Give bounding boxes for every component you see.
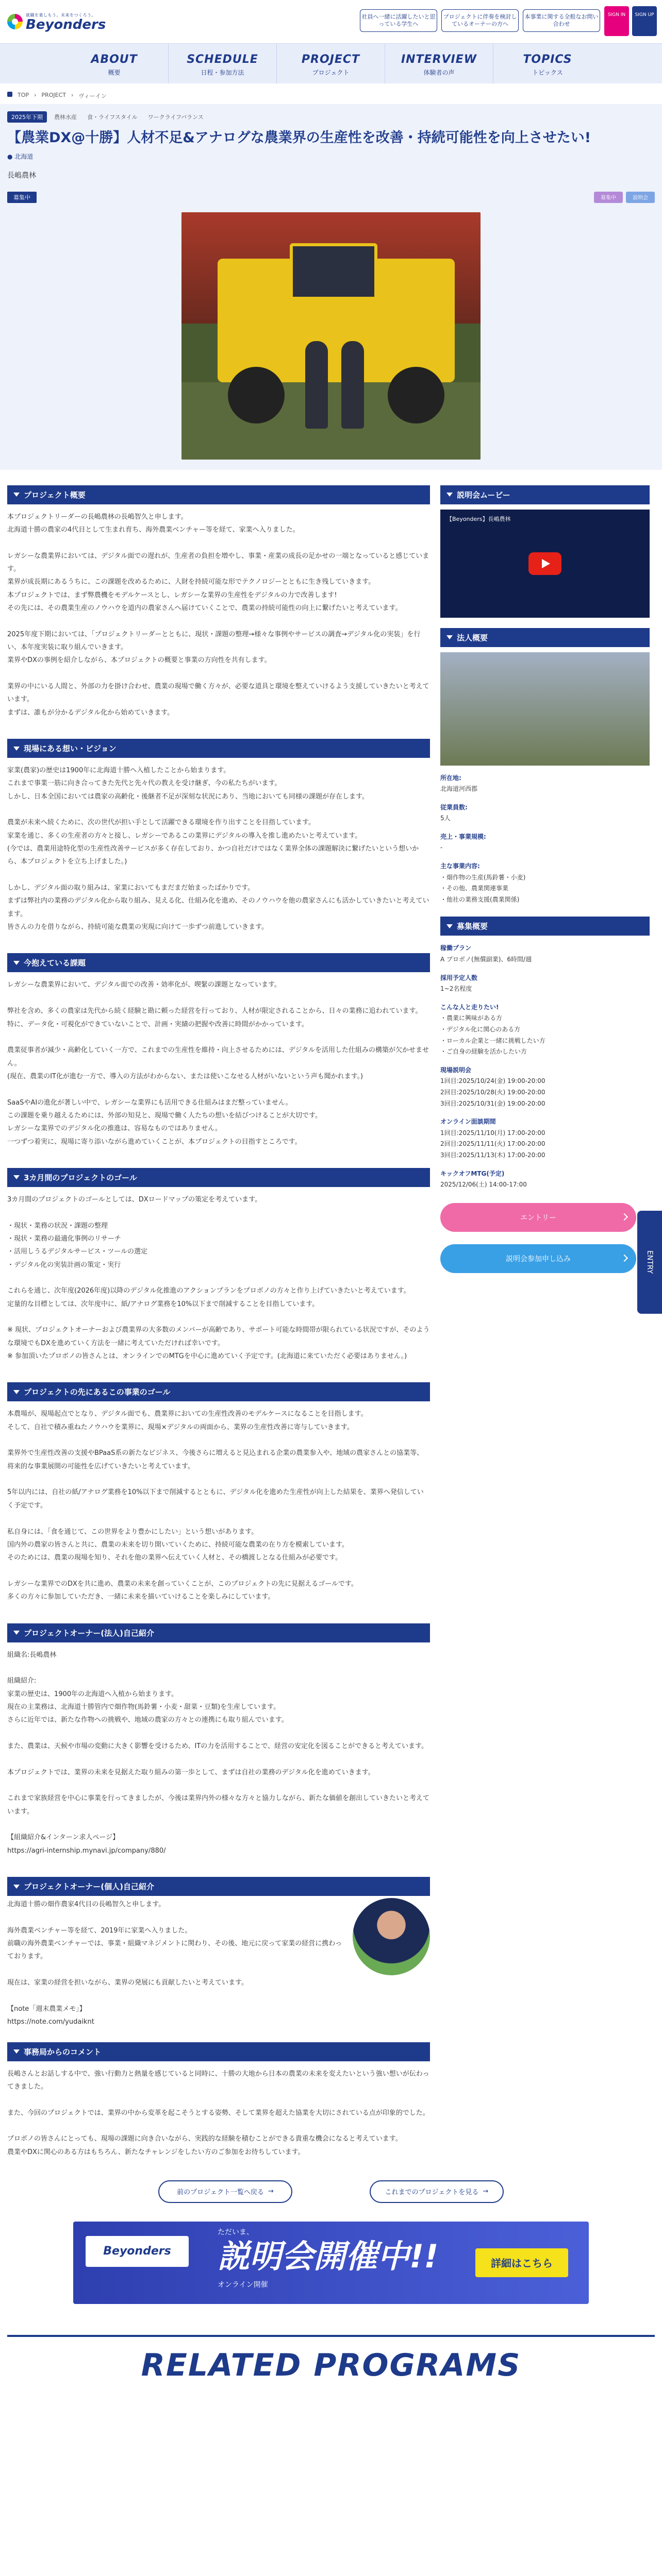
triangle-down-icon — [446, 493, 453, 497]
triangle-down-icon — [13, 1631, 20, 1635]
banner-logo: Beyonders — [86, 2236, 189, 2267]
bottom-links — [7, 2180, 655, 2203]
breadcrumb: TOP › PROJECT › ヴィーイン — [7, 83, 655, 104]
video-title: 【Beyonders】長嶋農林 — [446, 515, 511, 522]
info-item: 従業員数: 5人 — [440, 803, 468, 822]
section-text: レガシーな農業界において、デジタル面での改善・効率化が、喫緊の課題となっています。 弊社を含め、多くの農家は先代から続く経験と勘に頼った経営を行っており、人材が限定されることから、日々の業務に追われています。 特に、データ化・可視化ができていないことで、計画・実績の把握や改善に時間がかかっています。 農業従事者が減少・高齢化していく一方で、これまでの生産性を維持・向上させるためには、デジタルを活用した仕組みの構築が欠かせません。 (現在、農業のIT化が進む一方で、導入の方法がわからない、または使いこなせる人材がいないという声も聞かれます。) SaaSやAIの進化が著しい中で、レガシーな業界にも活用できる仕組みはまだ整っていません。 この課題を乗り越えるためには、外部の知見と、現場で働く人たちの想いを結びつけることが大切です。 レガシーな業界でのデジタル化の推進は、容易なものではありません。 一つずつ着実に、現場に寄り添いながら進めていくことが、本プロジェクトの目指すところです。 — [7, 981, 429, 1146]
triangle-down-icon — [446, 635, 453, 639]
region-label: ● 北海道 — [7, 152, 34, 160]
year-tag: 2025年下期 — [7, 111, 47, 123]
triangle-down-icon — [13, 1390, 20, 1394]
logo-mark-icon — [7, 14, 23, 29]
section-heading: 3カ月間のプロジェクトのゴール — [7, 1168, 430, 1187]
info-item: 売上・事業規模: - — [440, 833, 486, 852]
section-heading: 現場にある想い・ビジョン — [7, 739, 430, 758]
section-text: 組織名:長嶋農林 組織紹介: 家業の歴史は、1900年の北海道へ入植から始まります。 現在の主業務は、北海道十勝管内で畑作物(馬鈴薯・小麦・甜菜・豆類)を生産しています。 さらに近年では、新たな作物への挑戦や、地域の農家の方々との連携にも取り組んでいます。 また、農業は、天候や市場の変動に大きく影響を受けるため、ITの力を活用することで、経営の安定化を図ることができると考えています。 本プロジェクトでは、業界の未来を見据えた取り組みの第一歩として、まずは自社の業務のデジタル化を進めていきます。 これまで家族経営を中心に事業を行ってきましたが、今後は業界内外の様々な方々と協力しながら、新たな価値を創出していきたいと考えています。 【組織紹介&インターン求人ページ】 https://agri-internship.mynavi.jp/company/880/ — [7, 1651, 430, 1855]
section-heading: プロジェクトの先にあるこの事業のゴール — [7, 1382, 430, 1401]
arrow-right-icon: → — [483, 2188, 489, 2196]
project-title-block — [0, 104, 662, 470]
banner-headline: 説明会開催中!! — [218, 2237, 439, 2275]
owner-avatar — [353, 1898, 430, 1975]
triangle-down-icon — [13, 1885, 20, 1889]
nav-item-project[interactable]: PROJECT プロジェクト — [277, 44, 385, 83]
arrow-right-icon: → — [268, 2188, 274, 2196]
recruit-item: 現場説明会 1回目:2025/10/24(金) 19:00-20:00 2回目:2025/10/28(火) 19:00-20:00 3回目:2025/10/31(金) 19:00-20:00 — [440, 1066, 545, 1107]
person-image — [341, 341, 364, 429]
company-photo — [440, 652, 650, 766]
main-content — [0, 83, 662, 2383]
sign-up-button[interactable]: SIGN UP — [632, 6, 657, 36]
tag: 農林水産 — [54, 114, 77, 121]
nav-item-interview[interactable]: INTERVIEW 体験者の声 — [385, 44, 493, 83]
info-item: 所在地: 北海道河西郡 — [440, 774, 478, 793]
status-badge: 募集中 — [7, 192, 37, 203]
breadcrumb-current: ヴィーイン — [78, 93, 107, 99]
nav-item-about[interactable]: ABOUT 概要 — [60, 44, 169, 83]
arrow-right-icon — [621, 1213, 628, 1221]
recruiting-badge: 募集中 — [594, 192, 623, 203]
back-to-list-link[interactable]: 前のプロジェクト一覧へ戻る → — [158, 2180, 292, 2203]
header-link-owners[interactable]: プロジェクトに伴奏を検討しているオーナーの方へ — [441, 9, 519, 32]
owner-intro-text: 北海道十勝の畑作農家4代目の長嶋智久と申します。 海外農業ベンチャー等を経て、2019年に家業へ入りました。 前職の海外農業ベンチャーでは、事業・組織マネジメントに関わり、その後、地元に戻って家業の経営に携わっております。 現在は、家業の経営を担いながら、業界の発展にも貢献したいと考えています。 【note「週末農業メモ」】 https://note.com/yudaiknt — [7, 1901, 342, 2026]
triangle-down-icon — [13, 493, 20, 497]
breadcrumb-top[interactable]: TOP — [18, 92, 29, 98]
triangle-down-icon — [13, 1175, 20, 1179]
section-text: 本プロジェクトリーダーの長嶋農林の長嶋智久と申します。 北海道十勝の農家の4代目として生まれ育ち、海外農業ベンチャー等を経て、家業へ入りました。 レガシーな農業界においては、デジタル面での遅れが、生産者の負担を増やし、事業・産業の成長の足かせの一端となっていると感じています。 業界が成長期にあるうちに、この課題を改めるために、人財を持続可能な形でテクノロジーとともに生き残していきます。 本プロジェクトでは、まず弊農機をモデルケースとし、レガシーな業界の生産性をデジタルの力で改善します! その先には、その農業生産のノウハウを道内の農家さんへ届けていくことで、農業の持続可能性の向上に繋げたいと考えています。 2025年度下期においては、「プロジェクトリーダーとともに、現状・課題の整理→様々な事例やサービスの調査→デジタル化の実装」を行い、本年度実装に取り組んでいきます。 業界やDXの事例を紹介しながら、本プロジェクトの概要と事業の方向性を共有します。 業界の中にいる人間と、外部の力を掛け合わせ、農業の現場で働く方々が、必要な道具と環境を整えていけるよう支援していきたいと考えています。 まずは、誰もが分かるデジタル化から始めていきます。 — [7, 513, 429, 717]
floating-entry-tab[interactable]: ENTRY — [637, 1211, 662, 1314]
section-heading: 今抱えている課題 — [7, 953, 430, 972]
sign-in-button[interactable]: SIGN IN — [604, 6, 629, 36]
sidebar — [440, 485, 650, 2165]
tag-row — [7, 111, 655, 123]
header-link-contact[interactable]: 本事業に関する全般なお問い合わせ — [523, 9, 600, 32]
nav-item-schedule[interactable]: SCHEDULE 日程・参加方法 — [169, 44, 277, 83]
hero-image — [181, 212, 481, 460]
sidebar-heading: 募集概要 — [440, 917, 650, 936]
recruit-item: オンライン面談期間 1回目:2025/11/10(月) 17:00-20:00 2回目:2025/11/11(火) 17:00-20:00 3回目:2025/11/13(木) 17:00-20:00 — [440, 1118, 545, 1159]
related-programs-heading: RELATED PROGRAMS — [7, 2335, 655, 2383]
header-link-students[interactable]: 社員へ一緒に活躍したいと思っている学生へ — [360, 9, 437, 32]
company-name: 長嶋農林 — [7, 171, 36, 180]
banner-detail-button[interactable]: 詳細はこちら — [475, 2248, 568, 2277]
triangle-down-icon — [13, 747, 20, 751]
section-text: 3カ月間のプロジェクトのゴールとしては、DXロードマップの策定を考えています。 ・現状・業務の状況・課題の整理 ・現状・業務の最適化事例のリサーチ ・活用しうるデジタルサービス・ツールの選定 ・デジタル化の実装計画の策定・実行 これらを通じ、次年度(2026年度)以降のデジタル化推進のアクションプランをプロボノの方々と作り上げていきたいと考えています。 定量的な目標としては、次年度中に、紙/アナログ業務を10%以下まで削減することを目指しています。 ※ 現状、プロジェクトオーナーおよび農業界の大多数のメンバーが高齢であり、サポート可能な時間帯が限られている状況ですが、そのような環境でもDXを進めていく方法を一緒に考えていただければ幸いです。 ※ 参加頂いたプロボノの皆さんとは、オンラインでのMTGを中心に進めていく予定です。(北海道に来ていただく必要はありません。) — [7, 1195, 430, 1361]
past-projects-link[interactable]: これまでのプロジェクトを見る → — [370, 2180, 504, 2203]
section-heading: プロジェクトオーナー(法人)自己紹介 — [7, 1623, 430, 1642]
video-player[interactable] — [440, 510, 650, 618]
sidebar-heading: 法人概要 — [440, 628, 650, 647]
page-title: 【農業DX@十勝】人材不足&アナログな農業界の生産性を改善・持続可能性を向上させたい! — [7, 130, 591, 146]
tag: ワークライフバランス — [147, 114, 204, 121]
info-item: 主な事業内容: ・畑作物の生産(馬鈴薯・小麦) ・その他、農業関連事業 ・他社の業務支援(農業関係) — [440, 862, 526, 903]
office-comment-text: 長嶋さんとお話しする中で、強い行動力と熱量を感じていると同時に、十勝の大地から日本の農業の未来を変えたいという強い想いが伝わってきました。 また、今回のプロジェクトでは、業界の中から変革を起こそうとする姿勢、そして業界を超えた協業を大切にされている点が印象的でした。 プロボノの皆さんにとっても、現場の課題に向き合いながら、実践的な経験を積むことができる貴重な機会になると考えています。 農業やDXに関心のある方はもちろん、新たなチャレンジをしたい方のご参加をお待ちしています。 — [7, 2070, 429, 2156]
banner-sub-text: オンライン開催 — [218, 2280, 268, 2289]
triangle-down-icon — [13, 961, 20, 965]
arrow-right-icon — [621, 1255, 628, 1262]
breadcrumb-project[interactable]: PROJECT — [41, 92, 66, 98]
section-heading: 事務局からのコメント — [7, 2042, 430, 2061]
person-image — [305, 341, 328, 429]
logo-tagline: 就職を楽しもう。未来をつくろう。 — [26, 12, 96, 18]
main-nav — [0, 43, 662, 83]
section-text: 本農場が、現場起点でとなり、デジタル面でも、農業界においての生産性改善のモデルケースになることを目指します。 そして、自社で積み重ねたノウハウを業界に、現場×デジタルの両面から、業界の生産性改善に寄与していきます。 業界外で生産性改善の支援やBPaaS系の新たなビジネス、今後さらに増えると見込まれる企業の農業参入や、地域の農家さんとの協業等、将来的な事業展開の可能性を広げていきたいと考えています。 5年以内には、自社の紙/アナログ業務を10%以下まで削減するとともに、デジタル化を進めた生産性が向上した結果を、業界へ発信していく予定です。 私自身には、「食を通じて、この世界をより豊かにしたい」という想いがあります。 国内外の農家の皆さんと共に、農業の未来を切り開いていくために、持続可能な農業の在り方を模索しています。 そのためには、農業の現場を知り、それを他の業界へ伝えていく人材と、その橋渡しとなる仕組みが必要です。 レガシーな業界でのDXを共に進め、農業の未来を創っていくことが、このプロジェクトの先に見据えるゴールです。 多くの方々に参加していただき、一緒に未来を描いていけることを楽しみにしています。 — [7, 1410, 424, 1601]
triangle-down-icon — [13, 2049, 20, 2054]
triangle-down-icon — [446, 924, 453, 928]
recruit-item: キックオフMTG(予定) 2025/12/06(土) 14:00-17:00 — [440, 1170, 527, 1189]
article-body — [7, 485, 430, 2165]
banner-small-text: ただいま、 — [218, 2228, 254, 2236]
seminar-banner[interactable] — [73, 2222, 589, 2304]
sidebar-heading: 説明会ムービー — [440, 485, 650, 504]
recruit-item: 採用予定人数 1~2名程度 — [440, 974, 478, 993]
section-heading: プロジェクト概要 — [7, 485, 430, 504]
seminar-badge: 説明会 — [626, 192, 655, 203]
seminar-apply-button[interactable]: 説明会参加申し込み — [440, 1244, 636, 1273]
entry-button[interactable]: エントリー — [440, 1203, 636, 1232]
tag: 食・ライフスタイル — [87, 114, 138, 121]
home-icon — [7, 92, 12, 97]
nav-item-topics[interactable]: TOPICS トピックス — [523, 53, 572, 76]
site-logo[interactable] — [7, 12, 106, 31]
site-header — [0, 0, 662, 43]
logo-text: Beyonders — [26, 16, 106, 32]
recruit-item: 稼働プラン A プロボノ(無償副業)、6時間/週 — [440, 944, 532, 963]
recruit-item: こんな人と走りたい! ・農業に興味がある方 ・デジタル化に関心のある方 ・ローカル企業と一緒に挑戦したい方 ・ご自身の経験を活かしたい方 — [440, 1003, 545, 1056]
header-links — [360, 9, 600, 32]
section-heading: プロジェクトオーナー(個人)自己紹介 — [7, 1877, 430, 1896]
section-text: 家業(農家)の歴史は1900年に北海道十勝へ入植したことから始まります。 これまで事業一筋に向き合ってきた先代と先々代の教えを受け継ぎ、今の私たちがいます。 しかし、日本全国においては農家の高齢化・後継者不足が深刻な状況にあり、当地においても同様の課題が存在します。 農業が未来へ続くために、次の世代が担い手として活躍できる環境を作り出すことを目指しています。 家業を通じ、多くの生産者の方々と接し、レガシーであるこの業界にデジタルの導入を推し進めたいと考えています。 (今では、農業用途特化型の生産性改善サービスが多く存在しており、かつ自社だけではなく業界全体の課題解決に繋げたいという想いから、本プロジェクトを立ち上げました。) しかし、デジタル面の取り組みは、家業においてもまだまだ始まったばかりです。 まずは弊社内の業務のデジタル化から取り組み、見える化、仕組み化を進め、そのノウハウを他の農家さんにも活かしていきたいと考えています。 皆さんの力を借りながら、持続可能な農業の実現に向けて一歩ずつ前進していきます。 — [7, 767, 429, 931]
play-icon[interactable] — [528, 552, 561, 575]
